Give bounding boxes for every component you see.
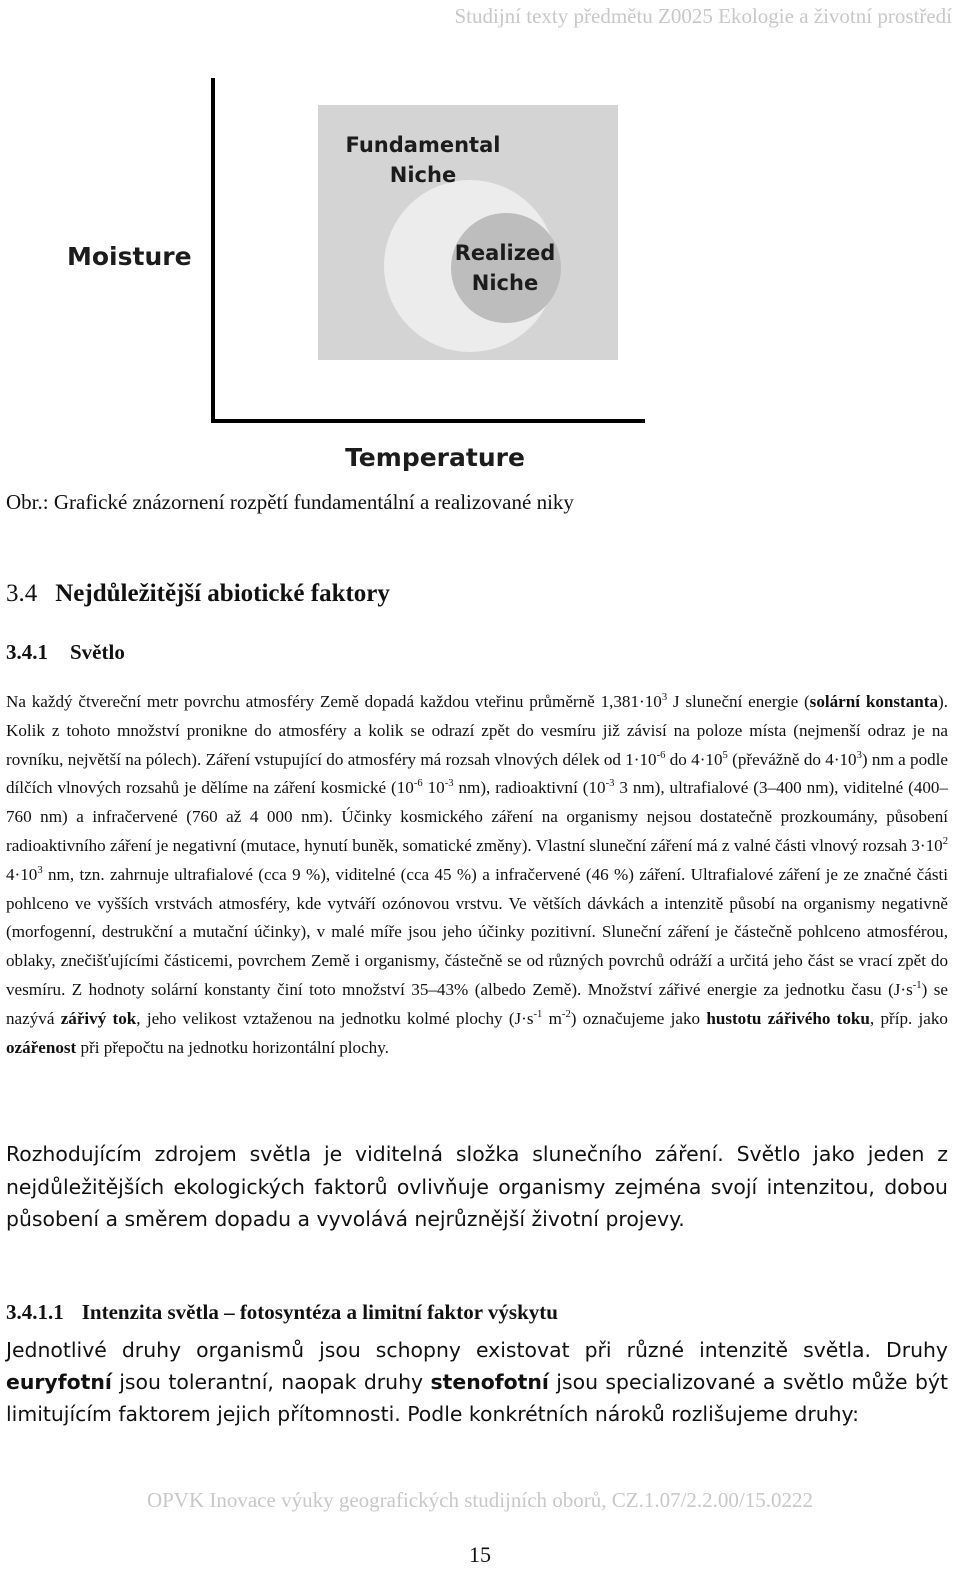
bold-term: solární konstanta bbox=[809, 692, 939, 711]
realized-niche-label: Realized bbox=[454, 241, 556, 265]
paragraph-solar-radiation bbox=[6, 688, 948, 1062]
paragraph-visible-light: Rozhodujícím zdrojem světla je viditelná složka slunečního záření. Světlo jako jeden z nejdůležitějších ekologických faktorů ovlivňuje organismy zejména svojí intenzitou, dobou působení a směrem dopadu a vyvolává nejrůznější životní projevy. bbox=[6, 1142, 948, 1231]
subsection-number: 3.4.1 bbox=[6, 640, 48, 664]
text-run: (převážně do 4·10 bbox=[727, 749, 857, 769]
superscript: -1 bbox=[533, 1008, 543, 1020]
bold-term: zářivý tok bbox=[60, 1008, 137, 1028]
text-run: ). Kolik z tohoto množství pronikne do atmosféry a kolik se odrazí zpět do vesmíru již závisí na poloze místa (nejmenší odraz je na rovníku, největší na pólech). Záření vstupující do atmosféry má rozsah vlnových délek od 1·10 bbox=[6, 692, 948, 769]
text-run: J sluneční energie ( bbox=[667, 692, 810, 711]
text-run: , příp. jako bbox=[869, 1008, 948, 1028]
superscript: 2 bbox=[942, 836, 948, 848]
superscript: -3 bbox=[605, 778, 615, 790]
text-run: jsou tolerantní, naopak druhy bbox=[111, 1369, 431, 1394]
fundamental-niche-label-line2: Niche bbox=[389, 163, 457, 187]
page-header: Studijní texty předmětu Z0025 Ekologie a životní prostředí bbox=[454, 4, 952, 28]
superscript: 3 bbox=[856, 749, 862, 761]
text-run: nm), radioaktivní (10 bbox=[453, 778, 606, 798]
subsubsection-heading bbox=[6, 1300, 558, 1325]
text-run: Jednotlivé druhy organismů jsou schopny existovat při různé intenzitě světla. Druhy bbox=[6, 1338, 948, 1362]
section-number: 3.4 bbox=[6, 580, 38, 607]
superscript: 3 bbox=[661, 692, 668, 704]
superscript: -2 bbox=[561, 1008, 571, 1020]
superscript: 3 bbox=[37, 864, 43, 876]
section-heading bbox=[6, 580, 390, 608]
text-run: ) se nazývá bbox=[6, 979, 948, 1028]
niche-figure bbox=[0, 60, 960, 480]
text-run: nm, tzn. zahrnuje ultrafialové (cca 9 %), viditelné (cca 45 %) a infračervené (46 %) záření. Ultrafialové záření je ze značné části pohlceno ve vyšších vrstvách atmosféry, kde vytváří ozónovou vrstvu. Ve větších dávkách a intenzitě působí na organismy negativně (morfogenní, destrukční a mutační účinky), v malé míře jsou jeho účinky pozitivní. Sluneční záření je částečně pohlceno atmosférou, oblaky, znečišťujícími částicemi, povrchem Země i organismy, částečně se od různých povrchů odráží a určitá jeho část se vrací zpět do vesmíru. Z hodnoty solární konstanty činí toto množství 35–43% (albedo Země). Množství zářivé energie za jednotku času (J·s bbox=[6, 864, 948, 999]
text-run: při přepočtu na jednotku horizontální plochy. bbox=[76, 1037, 389, 1057]
paragraph-light-intensity bbox=[6, 1335, 948, 1430]
text-run: , jeho velikost vztaženou na jednotku kolmé plochy (J·s bbox=[136, 1008, 534, 1028]
text-run: 4·10 bbox=[6, 864, 38, 884]
bold-term: hustotu zářivého toku bbox=[706, 1008, 870, 1028]
text-run: m bbox=[542, 1008, 562, 1028]
subsubsection-number: 3.4.1.1 bbox=[6, 1300, 64, 1324]
y-axis-label: Moisture bbox=[67, 242, 192, 271]
realized-niche-label-line2: Niche bbox=[471, 271, 539, 295]
bold-term: euryfotní bbox=[6, 1369, 112, 1394]
x-axis-label: Temperature bbox=[345, 443, 525, 472]
text-run: jsou specializované a světlo může být limitujícím faktorem jejich přítomnosti. Podle konkrétních nároků rozlišujeme druhy: bbox=[6, 1369, 948, 1426]
superscript: -3 bbox=[444, 778, 454, 790]
superscript: -1 bbox=[912, 980, 922, 992]
text-run: do 4·10 bbox=[665, 749, 723, 769]
text-run: ) označujeme jako bbox=[570, 1008, 707, 1028]
page-number: 15 bbox=[469, 1542, 491, 1567]
text-run: 10 bbox=[422, 778, 445, 798]
realized-niche-circle bbox=[451, 213, 561, 323]
superscript: -6 bbox=[413, 778, 423, 790]
subsection-heading bbox=[6, 640, 125, 665]
subsubsection-title: Intenzita světla – fotosyntéza a limitní faktor výskytu bbox=[81, 1300, 558, 1324]
text-run: Na každý čtvereční metr povrchu atmosféry Země dopadá každou vteřinu průměrně 1,381·10 bbox=[6, 692, 662, 711]
page-footer: OPVK Inovace výuky geografických studijních oborů, CZ.1.07/2.2.00/15.0222 bbox=[146, 1488, 814, 1512]
bold-term: stenofotní bbox=[430, 1369, 549, 1394]
superscript: -6 bbox=[656, 749, 666, 761]
fundamental-niche-label: Fundamental bbox=[345, 133, 501, 157]
bold-term: ozářenost bbox=[6, 1037, 77, 1057]
section-title: Nejdůležitější abiotické faktory bbox=[55, 580, 390, 607]
figure-caption: Obr.: Grafické znázornení rozpětí fundamentální a realizované niky bbox=[6, 490, 574, 514]
text-run: ) nm a podle dílčích vlnových rozsahů je dělíme na záření kosmické (10 bbox=[6, 749, 948, 798]
text-run: 3 nm), ultrafialové (3–400 nm), viditelné (400–760 nm) a infračervené (760 až 4 000 nm). Účinky kosmického záření na organismy nejsou dostatečně prozkoumány, působení radioaktivního záření je negativní (mutace, hynutí buněk, somatické změny). Vlastní sluneční záření má z valné části vlnový rozsah 3·10 bbox=[6, 778, 949, 855]
superscript: 5 bbox=[722, 749, 728, 761]
subsection-title: Světlo bbox=[70, 640, 125, 664]
